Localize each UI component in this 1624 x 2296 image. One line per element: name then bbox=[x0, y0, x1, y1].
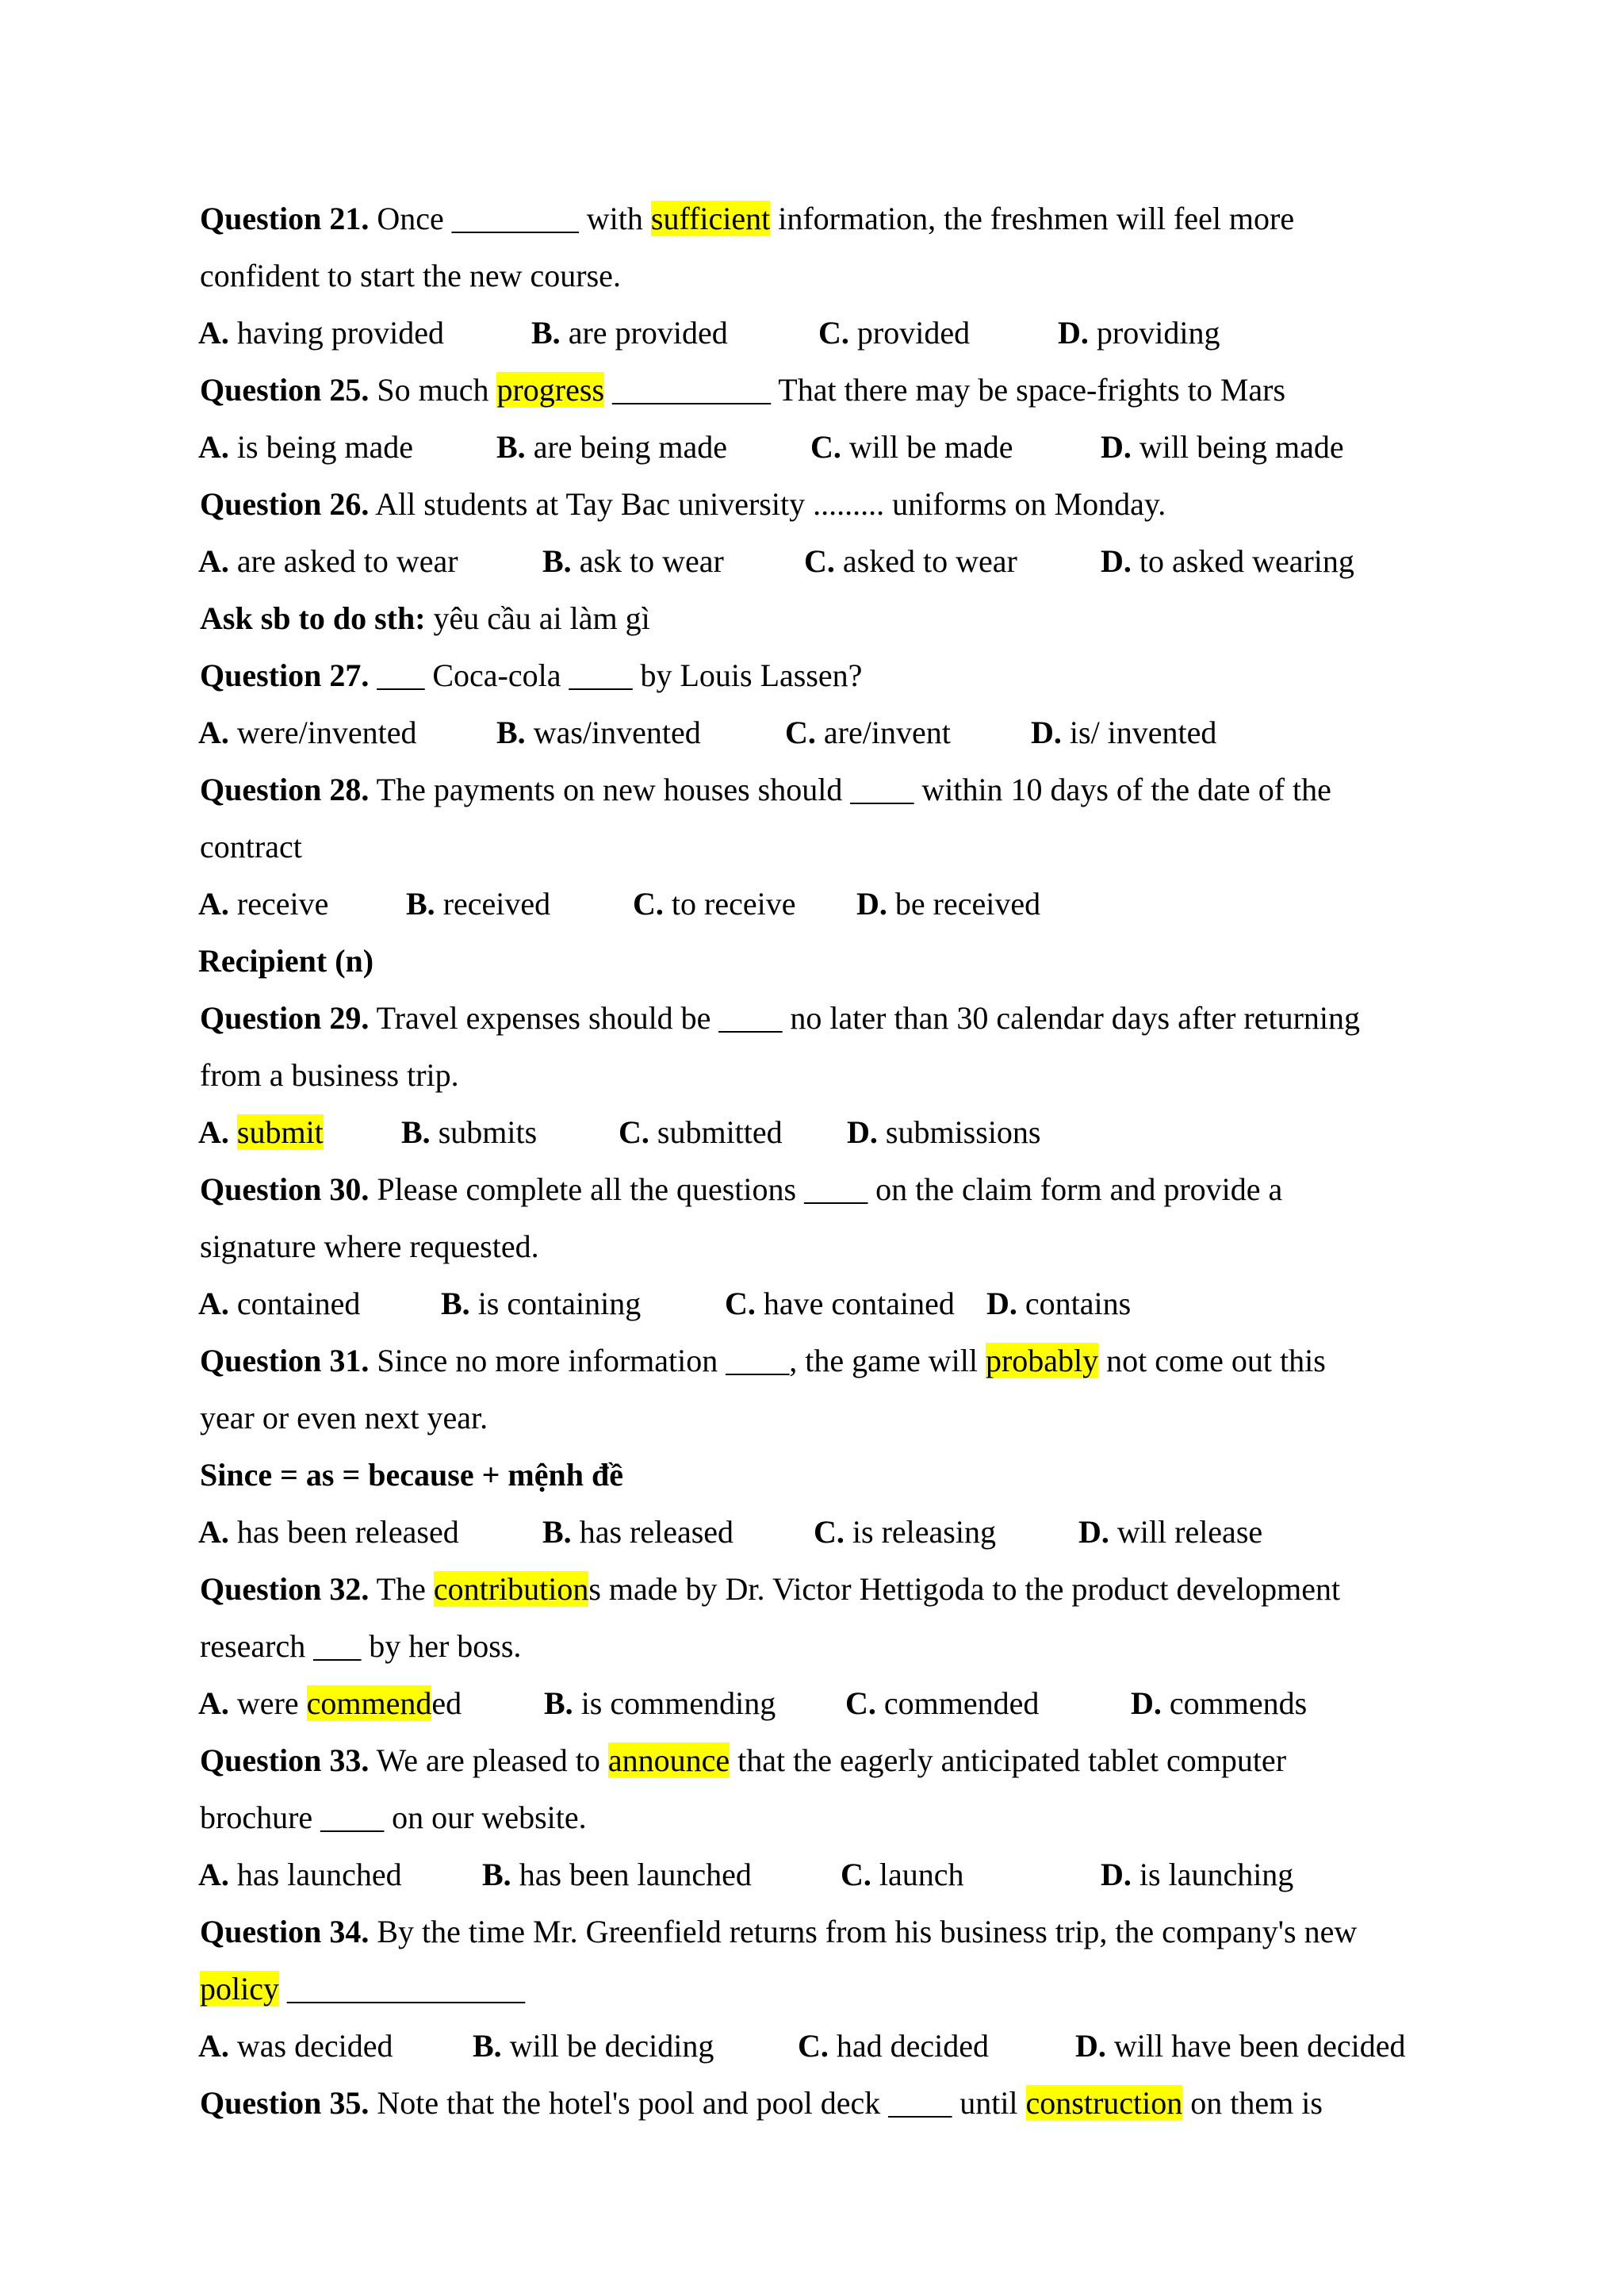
text-run: yêu cầu ai làm gì bbox=[425, 600, 650, 636]
answer-option-d bbox=[847, 1104, 1041, 1161]
option-letter: B. bbox=[542, 1514, 572, 1550]
text-run: will be deciding bbox=[501, 2028, 714, 2064]
question-continuation bbox=[200, 1389, 1437, 1447]
question-number: Question 31. bbox=[200, 1343, 370, 1378]
option-letter: A. bbox=[198, 2028, 229, 2064]
highlighted-word: construction bbox=[1025, 2085, 1183, 2121]
highlighted-word: commend bbox=[306, 1685, 432, 1721]
answer-option-a bbox=[198, 419, 413, 476]
answer-option-c bbox=[798, 2018, 989, 2075]
text-run bbox=[229, 1114, 237, 1150]
text-run: contract bbox=[200, 829, 302, 864]
answer-option-c bbox=[841, 1846, 964, 1903]
text-run: will have been decided bbox=[1105, 2028, 1406, 2064]
answer-option-d bbox=[986, 1275, 1131, 1332]
answer-option-b bbox=[441, 1275, 641, 1332]
question-stem bbox=[200, 1903, 1437, 1961]
answer-option-d bbox=[1101, 533, 1354, 590]
question-stem bbox=[200, 2075, 1437, 2132]
text-run: received bbox=[435, 886, 551, 922]
text-run: are/invent bbox=[815, 715, 951, 750]
option-letter: B. bbox=[496, 715, 526, 750]
option-letter: C. bbox=[841, 1857, 871, 1892]
text-run: will be made bbox=[841, 429, 1013, 465]
answer-option-c bbox=[810, 419, 1013, 476]
text-run: information, the freshmen will feel more bbox=[770, 201, 1295, 236]
answer-option-d bbox=[856, 876, 1040, 933]
text-run: year or even next year. bbox=[200, 1400, 488, 1435]
text-run: was/invented bbox=[525, 715, 701, 750]
question-number: Question 32. bbox=[200, 1571, 370, 1607]
question-number: Question 26. bbox=[200, 486, 370, 522]
text-run: contained bbox=[228, 1286, 361, 1321]
answer-option-c bbox=[814, 1504, 996, 1561]
option-letter: A. bbox=[198, 1114, 229, 1150]
question-list bbox=[200, 190, 1437, 2132]
answer-option-b bbox=[496, 419, 727, 476]
question-number: Question 29. bbox=[200, 1000, 370, 1036]
text-run: submits bbox=[430, 1114, 538, 1150]
text-run: will release bbox=[1109, 1514, 1263, 1550]
question-number: Question 30. bbox=[200, 1171, 370, 1207]
question-number: Question 27. bbox=[200, 657, 370, 693]
question-continuation bbox=[200, 1618, 1437, 1675]
option-letter: A. bbox=[198, 429, 229, 465]
option-letter: B. bbox=[542, 543, 572, 579]
option-letter: C. bbox=[818, 315, 849, 351]
option-letter: B. bbox=[473, 2028, 502, 2064]
text-run: submissions bbox=[877, 1114, 1041, 1150]
option-letter: A. bbox=[198, 1286, 229, 1321]
text-run: ask to wear bbox=[571, 543, 724, 579]
text-run: is/ invented bbox=[1061, 715, 1217, 750]
text-run: Since no more information ____, the game will bbox=[369, 1343, 986, 1378]
option-letter: C. bbox=[725, 1286, 756, 1321]
option-letter: D. bbox=[1101, 1857, 1132, 1892]
answer-option-d bbox=[1101, 419, 1344, 476]
answer-options bbox=[200, 1104, 1437, 1161]
option-letter: D. bbox=[1131, 1685, 1162, 1721]
answer-options bbox=[200, 876, 1437, 933]
answer-option-c bbox=[804, 533, 1017, 590]
question-continuation bbox=[200, 1789, 1437, 1846]
answer-option-b bbox=[544, 1675, 776, 1732]
highlighted-word: probably bbox=[985, 1343, 1099, 1378]
answer-option-d bbox=[1031, 704, 1216, 761]
text-run: had decided bbox=[828, 2028, 990, 2064]
note-label: Recipient (n) bbox=[198, 943, 374, 979]
answer-option-a bbox=[198, 1104, 324, 1161]
text-run: has been launched bbox=[511, 1857, 752, 1892]
text-run: So much bbox=[369, 372, 497, 408]
text-run: The bbox=[369, 1571, 434, 1607]
text-run: commended bbox=[875, 1685, 1040, 1721]
question-continuation bbox=[200, 1047, 1437, 1104]
text-run: The payments on new houses should ____ within 10 days of the date of the bbox=[369, 772, 1331, 807]
option-letter: A. bbox=[198, 1857, 229, 1892]
text-run: are asked to wear bbox=[228, 543, 458, 579]
text-run: will being made bbox=[1131, 429, 1344, 465]
option-letter: B. bbox=[482, 1857, 511, 1892]
answer-option-b bbox=[473, 2018, 714, 2075]
option-letter: C. bbox=[633, 886, 664, 922]
highlighted-word: announce bbox=[607, 1742, 730, 1778]
text-run: is launching bbox=[1131, 1857, 1294, 1892]
option-letter: A. bbox=[198, 715, 229, 750]
text-run: that the eagerly anticipated tablet computer bbox=[730, 1742, 1287, 1778]
text-run: ed bbox=[431, 1685, 462, 1721]
text-run: Please complete all the questions ____ on the claim form and provide a bbox=[369, 1171, 1283, 1207]
answer-options bbox=[200, 305, 1437, 362]
text-run: on them is bbox=[1182, 2085, 1323, 2121]
option-letter: C. bbox=[845, 1685, 876, 1721]
text-run: confident to start the new course. bbox=[200, 258, 621, 293]
text-run: has released bbox=[571, 1514, 734, 1550]
answer-option-d bbox=[1058, 305, 1220, 362]
answer-option-d bbox=[1078, 1504, 1262, 1561]
answer-options bbox=[200, 419, 1437, 476]
question-number: Question 25. bbox=[200, 372, 370, 408]
answer-option-d bbox=[1075, 2018, 1406, 2075]
option-letter: D. bbox=[1058, 315, 1089, 351]
question-stem bbox=[200, 647, 1437, 704]
note-label: Ask sb to do sth: bbox=[200, 600, 426, 636]
text-run: __________ That there may be space-frights to Mars bbox=[604, 372, 1286, 408]
text-run: from a business trip. bbox=[200, 1057, 459, 1093]
text-run: were/invented bbox=[228, 715, 417, 750]
option-letter: D. bbox=[1078, 1514, 1109, 1550]
answer-options bbox=[200, 1275, 1437, 1332]
option-letter: B. bbox=[496, 429, 526, 465]
answer-option-a bbox=[198, 1846, 402, 1903]
text-run: is containing bbox=[469, 1286, 642, 1321]
answer-option-d bbox=[1131, 1675, 1307, 1732]
answer-options bbox=[200, 704, 1437, 761]
question-stem bbox=[200, 1332, 1437, 1389]
text-run: provided bbox=[848, 315, 971, 351]
answer-option-a bbox=[198, 305, 444, 362]
text-run: having provided bbox=[228, 315, 444, 351]
option-letter: D. bbox=[1031, 715, 1062, 750]
text-run: By the time Mr. Greenfield returns from his business trip, the company's new bbox=[369, 1914, 1358, 1949]
text-run: have contained bbox=[755, 1286, 955, 1321]
question-number: Question 34. bbox=[200, 1914, 370, 1949]
answer-option-c bbox=[845, 1675, 1039, 1732]
option-letter: C. bbox=[810, 429, 841, 465]
option-letter: B. bbox=[544, 1685, 573, 1721]
text-run: launch bbox=[871, 1857, 964, 1892]
grammar-note bbox=[200, 1447, 1437, 1504]
text-run: were bbox=[228, 1685, 307, 1721]
answer-option-a bbox=[198, 704, 416, 761]
answer-option-a bbox=[198, 1675, 462, 1732]
question-continuation bbox=[200, 1218, 1437, 1275]
question-stem bbox=[200, 990, 1437, 1047]
text-run: are being made bbox=[525, 429, 728, 465]
text-run: We are pleased to bbox=[369, 1742, 608, 1778]
text-run: Travel expenses should be ____ no later than 30 calendar days after returning bbox=[369, 1000, 1361, 1036]
text-run: contains bbox=[1017, 1286, 1132, 1321]
question-continuation bbox=[200, 247, 1437, 305]
text-run: be received bbox=[887, 886, 1041, 922]
text-run: commends bbox=[1161, 1685, 1308, 1721]
text-run: ___ Coca-cola ____ by Louis Lassen? bbox=[369, 657, 863, 693]
answer-option-a bbox=[198, 876, 328, 933]
option-letter: D. bbox=[1075, 2028, 1106, 2064]
question-continuation bbox=[200, 1961, 1437, 2018]
grammar-note bbox=[198, 933, 1435, 990]
option-letter: D. bbox=[986, 1286, 1017, 1321]
text-run: has launched bbox=[228, 1857, 402, 1892]
text-run: _______________ bbox=[278, 1971, 525, 2007]
text-run: has been released bbox=[228, 1514, 459, 1550]
answer-option-b bbox=[531, 305, 728, 362]
option-letter: D. bbox=[847, 1114, 878, 1150]
answer-options bbox=[200, 1846, 1437, 1903]
answer-option-c bbox=[725, 1275, 955, 1332]
text-run: is being made bbox=[228, 429, 414, 465]
text-run: providing bbox=[1088, 315, 1220, 351]
question-number: Question 21. bbox=[200, 201, 370, 236]
highlighted-word: progress bbox=[496, 372, 605, 408]
answer-option-a bbox=[198, 1275, 360, 1332]
answer-option-b bbox=[401, 1104, 537, 1161]
text-run: receive bbox=[228, 886, 329, 922]
answer-option-c bbox=[818, 305, 970, 362]
answer-option-b bbox=[542, 1504, 733, 1561]
question-number: Question 28. bbox=[200, 772, 370, 807]
question-number: Question 33. bbox=[200, 1742, 370, 1778]
question-stem bbox=[200, 476, 1437, 533]
option-letter: C. bbox=[814, 1514, 845, 1550]
text-run: was decided bbox=[228, 2028, 393, 2064]
option-letter: A. bbox=[198, 543, 229, 579]
highlighted-word: contribution bbox=[433, 1571, 589, 1607]
option-letter: C. bbox=[785, 715, 816, 750]
text-run: is commending bbox=[573, 1685, 776, 1721]
text-run: Note that the hotel's pool and pool deck ____ until bbox=[369, 2085, 1026, 2121]
highlighted-word: submit bbox=[236, 1114, 324, 1150]
option-letter: D. bbox=[1101, 543, 1132, 579]
text-run: to asked wearing bbox=[1131, 543, 1354, 579]
text-run: to receive bbox=[663, 886, 796, 922]
grammar-note bbox=[200, 590, 1437, 647]
question-number: Question 35. bbox=[200, 2085, 370, 2121]
answer-option-c bbox=[619, 1104, 783, 1161]
text-run: signature where requested. bbox=[200, 1228, 539, 1264]
note-label: Since = as = because + mệnh đề bbox=[200, 1457, 623, 1493]
option-letter: B. bbox=[531, 315, 561, 351]
option-letter: A. bbox=[198, 1685, 229, 1721]
question-stem bbox=[200, 1161, 1437, 1218]
answer-option-c bbox=[633, 876, 795, 933]
option-letter: A. bbox=[198, 315, 229, 351]
option-letter: B. bbox=[441, 1286, 470, 1321]
text-run: research ___ by her boss. bbox=[200, 1628, 522, 1664]
question-stem bbox=[200, 1732, 1437, 1789]
answer-option-d bbox=[1101, 1846, 1293, 1903]
text-run: not come out this bbox=[1098, 1343, 1326, 1378]
answer-options bbox=[200, 1504, 1437, 1561]
option-letter: C. bbox=[619, 1114, 649, 1150]
answer-option-b bbox=[406, 876, 550, 933]
question-stem bbox=[200, 190, 1437, 247]
question-stem bbox=[200, 1561, 1437, 1618]
text-run: submitted bbox=[649, 1114, 783, 1150]
answer-options bbox=[200, 1675, 1437, 1732]
text-run: are provided bbox=[560, 315, 728, 351]
option-letter: D. bbox=[1101, 429, 1132, 465]
option-letter: C. bbox=[804, 543, 835, 579]
text-run: brochure ____ on our website. bbox=[200, 1800, 587, 1835]
answer-option-a bbox=[198, 533, 458, 590]
answer-option-a bbox=[198, 2018, 393, 2075]
answer-option-b bbox=[542, 533, 724, 590]
text-run: s made by Dr. Victor Hettigoda to the product development bbox=[588, 1571, 1341, 1607]
question-stem bbox=[200, 761, 1437, 818]
answer-option-a bbox=[198, 1504, 459, 1561]
question-continuation bbox=[200, 818, 1437, 876]
option-letter: A. bbox=[198, 886, 229, 922]
text-run: Once ________ with bbox=[369, 201, 651, 236]
answer-option-c bbox=[785, 704, 951, 761]
highlighted-word: policy bbox=[200, 1971, 279, 2007]
highlighted-word: sufficient bbox=[650, 201, 771, 236]
answer-option-b bbox=[482, 1846, 752, 1903]
option-letter: A. bbox=[198, 1514, 229, 1550]
text-run: is releasing bbox=[844, 1514, 996, 1550]
text-run: All students at Tay Bac university ......... uniforms on Monday. bbox=[369, 486, 1166, 522]
option-letter: C. bbox=[798, 2028, 829, 2064]
text-run: asked to wear bbox=[834, 543, 1017, 579]
answer-options bbox=[200, 2018, 1437, 2075]
option-letter: B. bbox=[401, 1114, 431, 1150]
answer-option-b bbox=[496, 704, 701, 761]
option-letter: B. bbox=[406, 886, 435, 922]
question-stem bbox=[200, 362, 1437, 419]
answer-options bbox=[200, 533, 1437, 590]
option-letter: D. bbox=[856, 886, 887, 922]
